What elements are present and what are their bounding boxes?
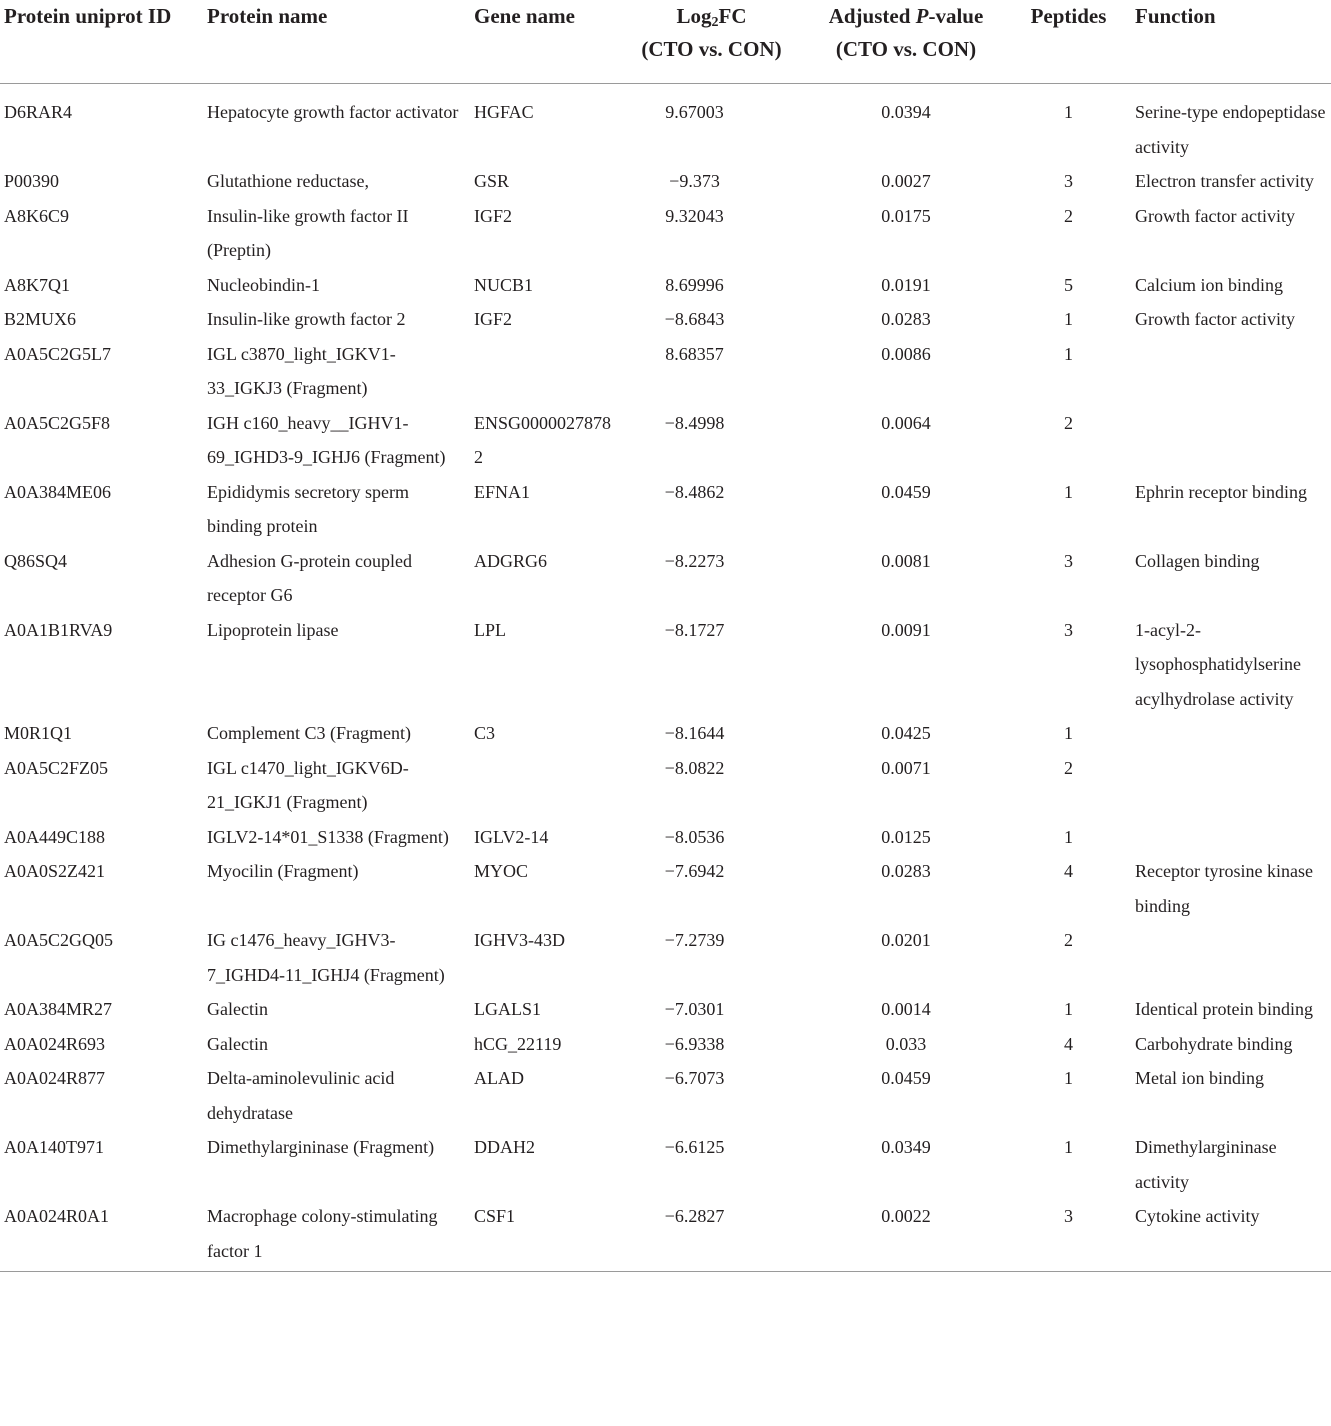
table-row: [0, 84, 1331, 165]
cell-gene-name: IGLV2-14: [474, 826, 549, 847]
cell-function: Serine-type endopeptidase activity: [1135, 102, 1326, 157]
header-pvalue-comparison: (CTO vs. CON): [835, 37, 977, 61]
cell-function: Ephrin receptor binding: [1135, 481, 1307, 502]
cell-protein-id: A0A5C2G5F8: [4, 412, 111, 433]
cell-log2fc: 8.68357: [665, 343, 724, 364]
cell-log2fc: −7.2739: [664, 930, 725, 950]
cell-adjusted-pvalue: 0.0125: [881, 826, 931, 847]
cell-adjusted-pvalue: 0.0071: [881, 757, 931, 778]
table-body: [0, 84, 1331, 1272]
cell-protein-name: Insulin-like growth factor II (Preptin): [207, 205, 409, 260]
header-log2fc-text: Log: [676, 4, 712, 28]
cell-protein-name: Dimethylargininase (Fragment): [207, 1137, 435, 1157]
cell-protein-name: Hepatocyte growth factor activator: [207, 102, 459, 122]
cell-protein-id: A0A384MR27: [4, 999, 113, 1019]
cell-peptides: 2: [1064, 412, 1073, 433]
cell-protein-name: Epididymis secretory sperm binding protein: [207, 481, 409, 536]
cell-gene-name: GSR: [474, 171, 510, 191]
cell-log2fc: −6.7073: [664, 1068, 725, 1088]
cell-protein-id: A0A140T971: [4, 1137, 104, 1157]
cell-function: 1-acyl-2-lysophosphatidylserine acylhydrolase activity: [1135, 619, 1301, 709]
cell-protein-id: A0A384ME06: [4, 481, 111, 502]
cell-protein-id: A0A5C2FZ05: [4, 757, 109, 778]
table-row: [0, 992, 1331, 1027]
cell-protein-id: A8K7Q1: [4, 274, 70, 295]
table-header: [0, 0, 1331, 84]
cell-gene-name: [470, 751, 623, 820]
cell-adjusted-pvalue: 0.0064: [881, 412, 931, 433]
cell-log2fc: 9.67003: [665, 102, 724, 122]
cell-gene-name: MYOC: [474, 861, 529, 881]
cell-peptides: 1: [1064, 826, 1073, 847]
header-log2fc-subscript: 2: [711, 15, 719, 30]
cell-peptides: 4: [1064, 1033, 1073, 1054]
cell-protein-id: A0A0S2Z421: [4, 861, 106, 881]
cell-protein-id: A0A024R0A1: [0, 1199, 203, 1272]
cell-gene-name: HGFAC: [474, 102, 534, 122]
cell-adjusted-pvalue: 0.033: [885, 1033, 927, 1054]
cell-protein-id: A0A5C2GQ05: [4, 930, 114, 950]
table-row: [0, 751, 1331, 820]
table-row: [0, 613, 1331, 717]
header-adjusted-pvalue: [800, 0, 1012, 84]
header-gene-name: Gene name: [470, 0, 623, 84]
cell-function: [1131, 751, 1331, 820]
cell-function: Cytokine activity: [1131, 1199, 1331, 1272]
cell-log2fc: −8.2273: [664, 550, 725, 571]
cell-log2fc: −6.6125: [664, 1137, 725, 1157]
cell-protein-name: Lipoprotein lipase: [207, 619, 339, 640]
cell-function: [1131, 337, 1331, 406]
table-row: [0, 337, 1331, 406]
cell-protein-name: IGLV2-14*01_S1338 (Fragment): [207, 826, 449, 847]
table-row: [0, 923, 1331, 992]
cell-gene-name: EFNA1: [474, 481, 531, 502]
cell-gene-name: C3: [474, 723, 496, 743]
cell-log2fc: −8.0822: [664, 757, 725, 778]
table-row: [0, 164, 1331, 199]
cell-peptides: 1: [1064, 309, 1073, 329]
cell-protein-id: A0A024R877: [4, 1068, 106, 1088]
cell-adjusted-pvalue: 0.0022: [800, 1199, 1012, 1272]
cell-protein-name: IGL c1470_light_IGKV6D-21_IGKJ1 (Fragment): [207, 757, 409, 812]
table-row: [0, 1199, 1331, 1272]
header-log2fc-comparison: (CTO vs. CON): [641, 37, 782, 61]
cell-gene-name: NUCB1: [474, 274, 534, 295]
cell-peptides: 2: [1064, 930, 1073, 950]
cell-peptides: 2: [1064, 757, 1073, 778]
cell-protein-name: Adhesion G-protein coupled receptor G6: [207, 550, 412, 605]
cell-protein-id: Q86SQ4: [4, 550, 68, 571]
cell-protein-name: Glutathione reductase,: [207, 171, 369, 191]
cell-function: Carbohydrate binding: [1135, 1033, 1293, 1054]
cell-peptides: 1: [1064, 102, 1073, 122]
cell-protein-id: D6RAR4: [4, 102, 73, 122]
cell-peptides: 4: [1064, 861, 1073, 881]
cell-peptides: 1: [1064, 723, 1073, 743]
cell-log2fc: −8.1727: [664, 619, 725, 640]
cell-log2fc: 8.69996: [665, 274, 724, 295]
cell-adjusted-pvalue: 0.0425: [881, 723, 931, 743]
header-peptides: Peptides: [1012, 0, 1131, 84]
header-log2fc: [623, 0, 800, 84]
cell-adjusted-pvalue: 0.0191: [881, 274, 931, 295]
cell-protein-id: A0A024R693: [4, 1033, 106, 1054]
cell-function: [1131, 716, 1331, 751]
cell-log2fc: −7.0301: [664, 999, 725, 1019]
cell-protein-id: A0A5C2G5L7: [4, 343, 111, 364]
cell-log2fc: −6.2827: [623, 1199, 800, 1272]
table-row: [0, 199, 1331, 268]
header-pvalue-italic: P: [915, 4, 929, 28]
cell-function: [1131, 820, 1331, 855]
cell-protein-id: A8K6C9: [4, 205, 70, 226]
cell-function: [1131, 923, 1331, 992]
cell-function: Calcium ion binding: [1135, 274, 1283, 295]
cell-peptides: 1: [1064, 1068, 1073, 1088]
cell-peptides: 3: [1064, 619, 1073, 640]
cell-log2fc: 9.32043: [665, 205, 724, 226]
cell-protein-name: Myocilin (Fragment): [207, 861, 359, 881]
table-row: [0, 1061, 1331, 1130]
cell-peptides: 1: [1064, 999, 1073, 1019]
cell-log2fc: −8.6843: [664, 309, 725, 329]
cell-gene-name: IGHV3-43D: [474, 930, 565, 950]
cell-function: [1131, 406, 1331, 475]
cell-log2fc: −8.4998: [664, 412, 725, 433]
cell-log2fc: −6.9338: [664, 1033, 725, 1054]
header-protein-name: Protein name: [203, 0, 470, 84]
cell-protein-name: Macrophage colony-stimulating factor 1: [203, 1199, 470, 1272]
header-pvalue-prefix: Adjusted: [828, 4, 916, 28]
cell-log2fc: −8.0536: [664, 826, 725, 847]
cell-protein-name: Complement C3 (Fragment): [207, 723, 411, 743]
cell-adjusted-pvalue: 0.0027: [881, 171, 931, 191]
cell-peptides: 3: [1012, 1199, 1131, 1272]
cell-protein-name: Galectin: [207, 1033, 268, 1054]
header-protein-id: Protein uniprot ID: [0, 0, 203, 84]
cell-peptides: 1: [1064, 1137, 1073, 1157]
cell-adjusted-pvalue: 0.0349: [881, 1137, 931, 1157]
cell-protein-id: A0A449C188: [4, 826, 106, 847]
cell-function: Identical protein binding: [1135, 999, 1313, 1019]
cell-protein-name: IG c1476_heavy_IGHV3-7_IGHD4-11_IGHJ4 (Fragment): [207, 930, 445, 985]
cell-gene-name: IGF2: [474, 309, 513, 329]
cell-protein-id: P00390: [4, 171, 60, 191]
table-row: [0, 820, 1331, 855]
cell-adjusted-pvalue: 0.0283: [881, 861, 931, 881]
cell-protein-id: A0A1B1RVA9: [4, 619, 113, 640]
cell-gene-name: ADGRG6: [474, 550, 548, 571]
cell-function: Growth factor activity: [1135, 205, 1295, 226]
cell-gene-name: CSF1: [470, 1199, 623, 1272]
cell-function: Collagen binding: [1135, 550, 1260, 571]
cell-peptides: 3: [1064, 171, 1073, 191]
cell-adjusted-pvalue: 0.0201: [881, 930, 931, 950]
cell-adjusted-pvalue: 0.0459: [881, 1068, 931, 1088]
cell-function: Growth factor activity: [1135, 309, 1295, 329]
cell-protein-name: Insulin-like growth factor 2: [207, 309, 406, 329]
cell-protein-name: Galectin: [207, 999, 268, 1019]
cell-adjusted-pvalue: 0.0014: [881, 999, 931, 1019]
table-row: [0, 475, 1331, 544]
cell-log2fc: −9.373: [669, 171, 720, 191]
cell-gene-name: IGF2: [474, 205, 513, 226]
cell-adjusted-pvalue: 0.0081: [881, 550, 931, 571]
cell-protein-id: M0R1Q1: [4, 723, 73, 743]
table-row: [0, 1027, 1331, 1062]
cell-peptides: 3: [1064, 550, 1073, 571]
cell-function: Dimethylargininase activity: [1135, 1137, 1277, 1192]
cell-peptides: 2: [1064, 205, 1073, 226]
cell-protein-name: Delta-aminolevulinic acid dehydratase: [207, 1068, 395, 1123]
table-row: [0, 406, 1331, 475]
table-row: [0, 854, 1331, 923]
cell-protein-name: IGL c3870_light_IGKV1-33_IGKJ3 (Fragment): [207, 343, 396, 398]
cell-protein-id: B2MUX6: [4, 309, 77, 329]
cell-adjusted-pvalue: 0.0091: [881, 619, 931, 640]
cell-function: Receptor tyrosine kinase binding: [1135, 861, 1313, 916]
cell-function: Electron transfer activity: [1135, 171, 1314, 191]
cell-gene-name: LPL: [474, 619, 507, 640]
cell-log2fc: −8.4862: [664, 481, 725, 502]
table-row: [0, 544, 1331, 613]
table-row: [0, 716, 1331, 751]
table-row: [0, 268, 1331, 303]
cell-gene-name: [470, 337, 623, 406]
cell-adjusted-pvalue: 0.0086: [881, 343, 931, 364]
cell-gene-name: hCG_22119: [474, 1033, 562, 1054]
cell-gene-name: LGALS1: [474, 999, 541, 1019]
table-row: [0, 1130, 1331, 1199]
cell-peptides: 1: [1064, 343, 1073, 364]
cell-log2fc: −7.6942: [664, 861, 725, 881]
cell-gene-name: ALAD: [474, 1068, 524, 1088]
cell-gene-name: DDAH2: [474, 1137, 535, 1157]
cell-adjusted-pvalue: 0.0394: [881, 102, 931, 122]
cell-peptides: 1: [1064, 481, 1073, 502]
cell-gene-name: ENSG00000278782: [474, 412, 612, 467]
cell-protein-name: Nucleobindin-1: [207, 274, 320, 295]
cell-peptides: 5: [1064, 274, 1073, 295]
header-function: Function: [1131, 0, 1331, 84]
cell-adjusted-pvalue: 0.0459: [881, 481, 931, 502]
header-pvalue-suffix: -value: [928, 4, 984, 28]
cell-log2fc: −8.1644: [664, 723, 725, 743]
cell-protein-name: IGH c160_heavy__IGHV1-69_IGHD3-9_IGHJ6 (Fragment): [207, 412, 446, 467]
header-row: [0, 0, 1331, 84]
cell-function: Metal ion binding: [1135, 1068, 1264, 1088]
table-row: [0, 302, 1331, 337]
cell-adjusted-pvalue: 0.0283: [881, 309, 931, 329]
header-log2fc-tail: FC: [718, 4, 747, 28]
cell-adjusted-pvalue: 0.0175: [881, 205, 931, 226]
